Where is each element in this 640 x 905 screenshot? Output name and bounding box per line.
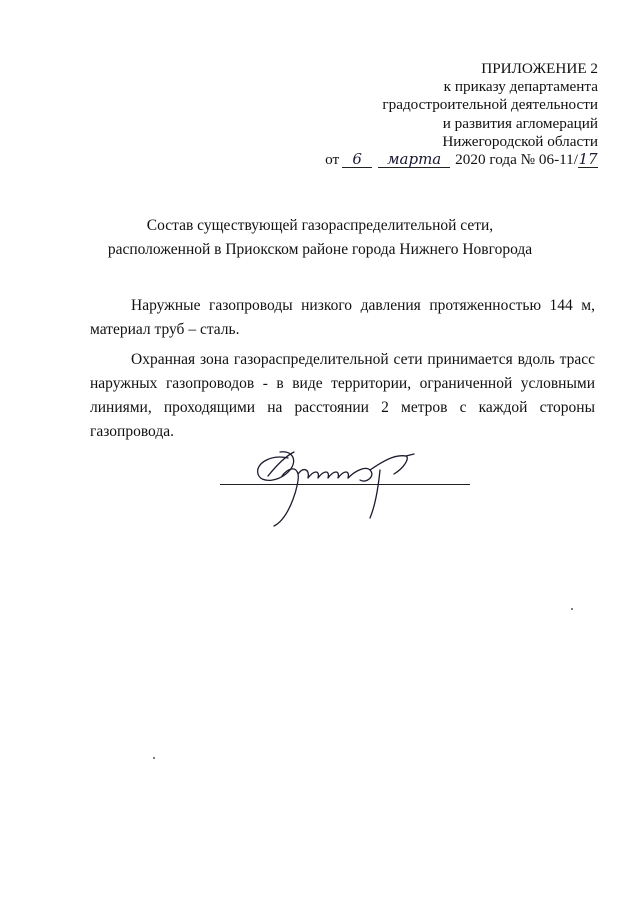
department-name-line1: градостроительной деятельности [382,96,598,114]
handwritten-order-number: 17 [578,150,598,169]
order-date-line [325,151,598,169]
handwritten-signature [210,440,480,530]
handwritten-day: 6 [342,152,372,168]
scan-speck [153,757,155,759]
date-prefix: от [325,151,340,169]
document-title [60,214,580,262]
paragraph-protection-zone: Охранная зона газораспределительной сети принимается вдоль трасс наружных газопроводов - в виде территории, ограниченной условными линиями, проходящими на расстоянии 2 метров с каждой стороны газопровода. [90,351,595,440]
title-line-1: Состав существующей газораспределительной сети, [146,217,494,234]
appendix-header [325,60,598,169]
paragraph-pipelines: Наружные газопроводы низкого давления протяженностью 144 м, материал труб – сталь. [90,297,595,338]
title-line-2: расположенной в Приокском районе города Нижнего Новгорода [107,241,533,258]
region-name: Нижегородской области [442,132,598,150]
department-name-line2: и развития агломераций [442,114,598,132]
scan-speck [571,608,573,610]
handwritten-month: марта [378,152,450,168]
appendix-title: ПРИЛОЖЕНИЕ 2 [481,60,598,77]
order-year-number: 2020 года № 06-11/ [455,151,578,169]
order-reference: к приказу департамента [443,78,598,96]
document-body [90,294,595,450]
